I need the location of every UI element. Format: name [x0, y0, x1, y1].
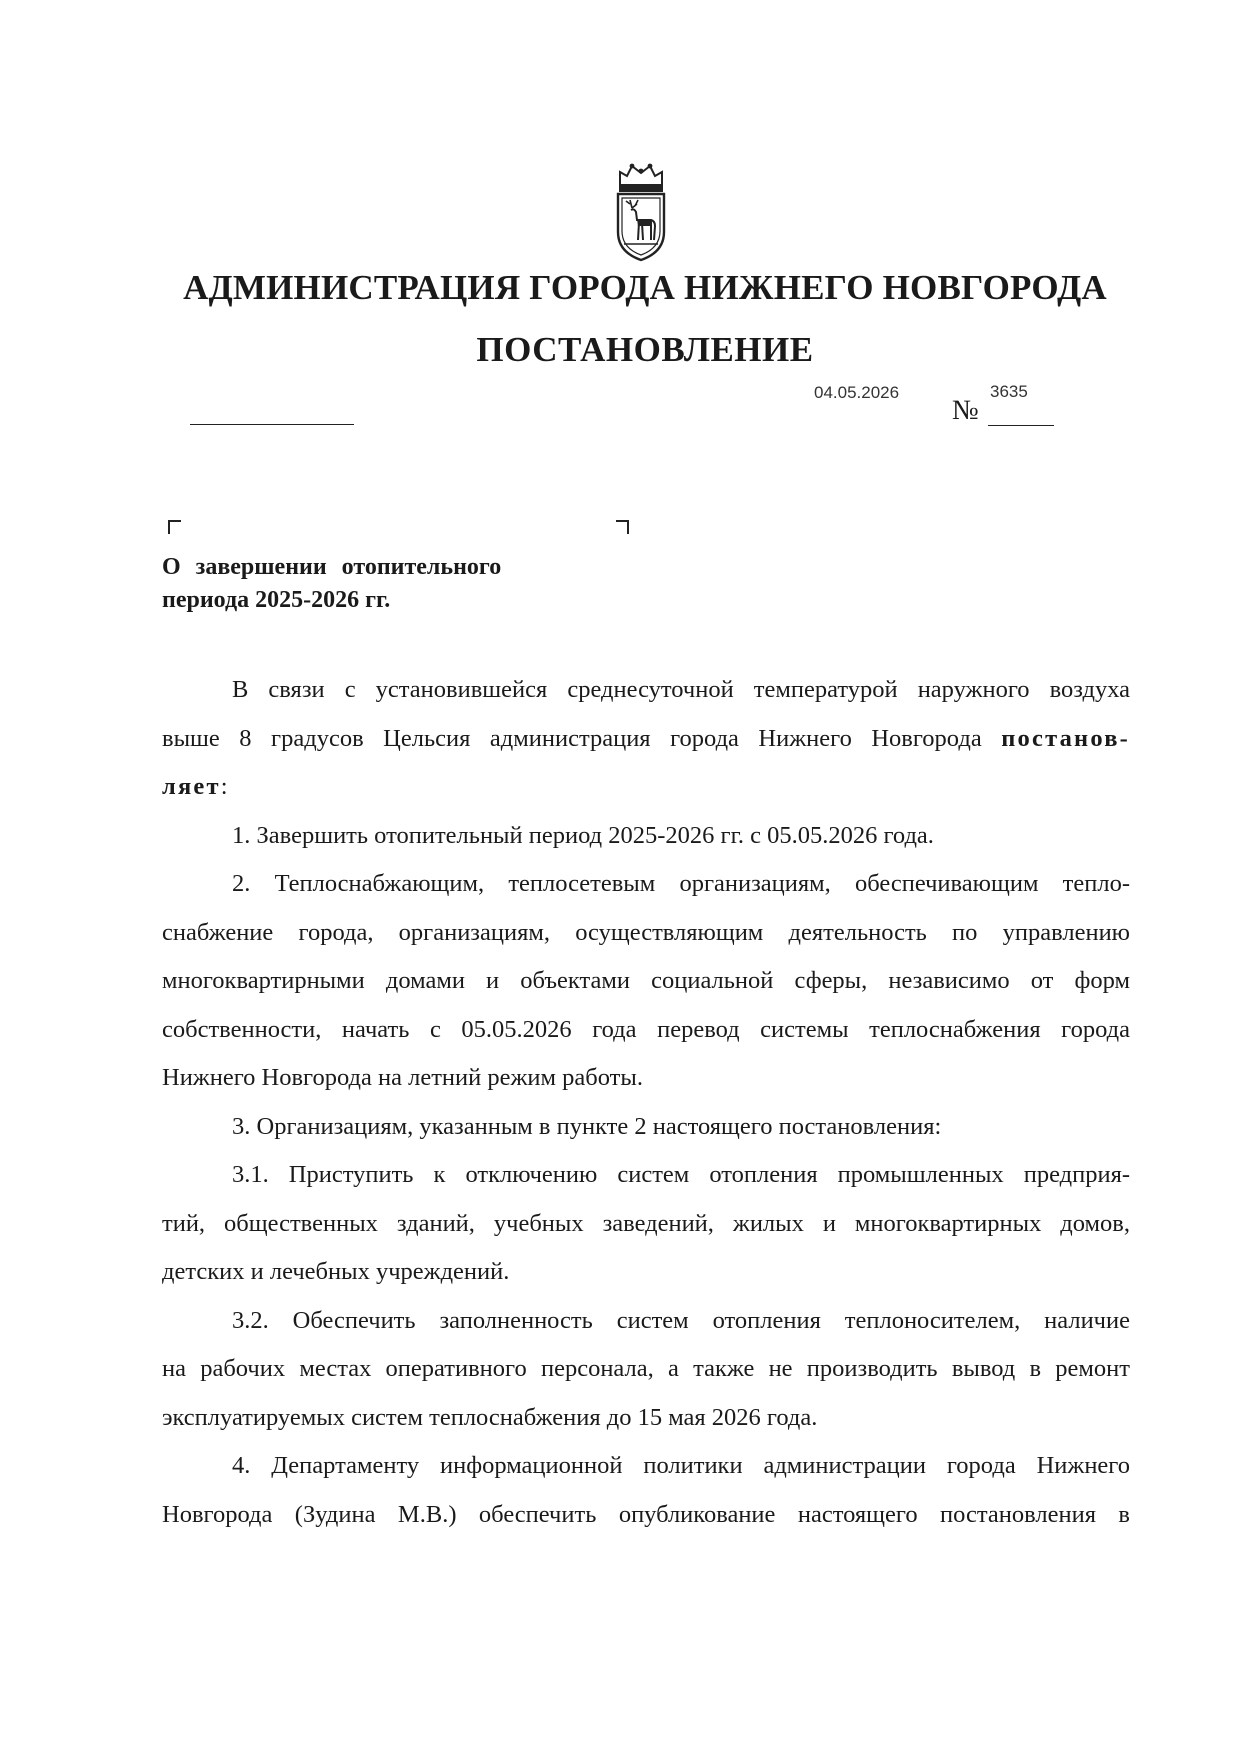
subject-line: периода 2025-2026 гг.	[162, 587, 391, 613]
subject-bracket-right	[616, 520, 629, 534]
item-2-line: собственности, начать с 05.05.2026 года перевод системы теплоснабжения города	[162, 1015, 1130, 1043]
preamble-line: В связи с установившейся среднесуточной температурой наружного воздуха	[232, 676, 1130, 703]
item-2-line: многоквартирными домами и объектами социальной сферы, независимо от форм	[162, 967, 1130, 994]
preamble-text: выше 8 градусов Цельсия администрация города Нижнего Новгорода	[162, 724, 982, 752]
preamble-line	[162, 763, 1130, 812]
organization-title: АДМИНИСТРАЦИЯ ГОРОДА НИЖНЕГО НОВГОРОДА	[183, 268, 1107, 307]
item-3-2-line: 3.2. Обеспечить заполненность систем отопления теплоносителем, наличие	[232, 1306, 1130, 1334]
item-3-2-line: эксплуатируемых систем теплоснабжения до 15 мая 2026 года.	[162, 1403, 818, 1431]
item-2-line: Нижнего Новгорода на летний режим работы.	[162, 1064, 643, 1091]
item-3-1-line: 3.1. Приступить к отключению систем отопления промышленных предприя-	[232, 1161, 1130, 1188]
document-number: 3635	[990, 382, 1028, 401]
document-subject	[162, 551, 582, 617]
item-3-1-line: детских и лечебных учреждений.	[162, 1258, 510, 1285]
number-sign: №	[952, 395, 979, 426]
item-3-1-line: тий, общественных зданий, учебных заведений, жилых и многоквартирных домов,	[162, 1209, 1130, 1237]
item-3: 3. Организациям, указанным в пункте 2 настоящего постановления:	[232, 1112, 942, 1140]
coat-of-arms-emblem	[610, 160, 672, 264]
item-3-2-line: на рабочих местах оперативного персонала, а также не производить вывод в ремонт	[162, 1355, 1130, 1382]
document-date: 04.05.2026	[814, 383, 900, 402]
date-underline	[190, 424, 354, 425]
item-2-line: снабжение города, организациям, осуществляющим деятельность по управлению	[162, 918, 1130, 946]
preamble-emphasis: ляет	[162, 773, 221, 800]
item-4-line: Новгорода (Зудина М.В.) обеспечить опубликование настоящего постановления в	[162, 1500, 1130, 1528]
subject-line: О завершении отопительного	[162, 554, 502, 580]
item-2-line: 2. Теплоснабжающим, теплосетевым организациям, обеспечивающим тепло-	[232, 870, 1130, 897]
item-1: 1. Завершить отопительный период 2025-2026 гг. с 05.05.2026 года.	[232, 821, 934, 849]
subject-bracket-left	[168, 520, 181, 534]
preamble-text: :	[220, 773, 228, 800]
document-type-title: ПОСТАНОВЛЕНИЕ	[476, 330, 814, 369]
document-body	[162, 666, 1130, 1539]
item-4-line: 4. Департаменту информационной политики администрации города Нижнего	[232, 1452, 1130, 1479]
preamble-emphasis: постанов-	[1001, 724, 1131, 752]
number-underline	[988, 425, 1054, 426]
preamble-line	[162, 715, 1130, 764]
